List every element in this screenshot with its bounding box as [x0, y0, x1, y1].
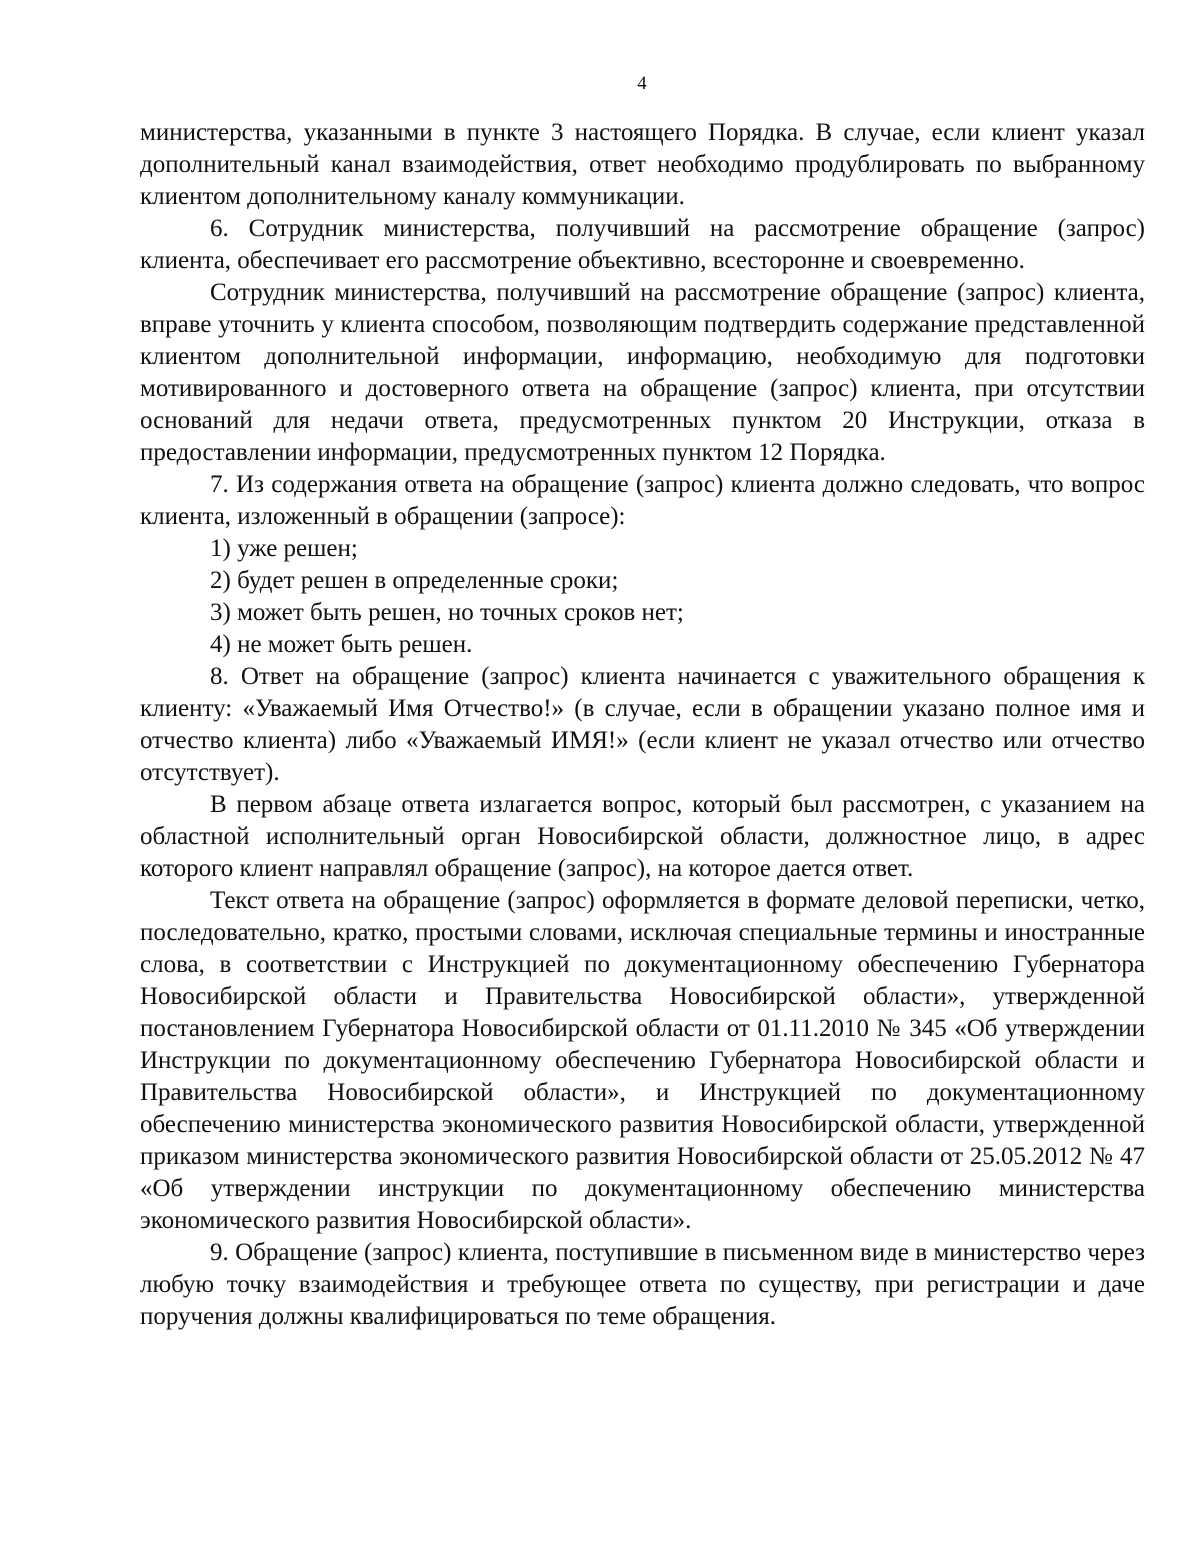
list-item-3: 3) может быть решен, но точных сроков нет;	[210, 599, 684, 626]
paragraph-response-format: Текст ответа на обращение (запрос) оформляется в формате деловой переписки, четко, последовательно, кратко, простыми словами, исключая специальные термины и иностранные слова, в соответствии с Инструкцией по документационному обеспечению Губернатора Новосибирской области и Правительства Новосибирской области», утвержденной постановлением Губернатора Новосибирской области от 01.11.2010 № 345 «Об утверждении Инструкции по документационному обеспечению Губернатора Новосибирской области и Правительства Новосибирской области», и Инструкцией по документационному обеспечению министерства экономического развития Новосибирской области, утвержденной приказом министерства экономического развития Новосибирской области от 25.05.2012 № 47 «Об утверждении инструкции по документационному обеспечению министерства экономического развития Новосибирской области».	[140, 887, 1145, 1234]
page-number: 4	[637, 73, 647, 94]
paragraph-item-6: 6. Сотрудник министерства, получивший на рассмотрение обращение (запрос) клиента, обеспечивает его рассмотрение объективно, всесторонне и своевременно.	[140, 215, 1145, 274]
document-body	[140, 117, 1145, 1333]
paragraph-item-7: 7. Из содержания ответа на обращение (запрос) клиента должно следовать, что вопрос клиента, изложенный в обращении (запросе):	[140, 471, 1145, 530]
paragraph-item-9: 9. Обращение (запрос) клиента, поступившие в письменном виде в министерство через любую точку взаимодействия и требующее ответа по существу, при регистрации и даче поручения должны квалифицироваться по теме обращения.	[140, 1239, 1145, 1330]
paragraph-clarification: Сотрудник министерства, получивший на рассмотрение обращение (запрос) клиента, вправе уточнить у клиента способом, позволяющим подтвердить содержание представленной клиентом дополнительной информации, информацию, необходимую для подготовки мотивированного и достоверного ответа на обращение (запрос) клиента, при отсутствии оснований для недачи ответа, предусмотренных пунктом 20 Инструкции, отказа в предоставлении информации, предусмотренных пунктом 12 Порядка.	[140, 279, 1145, 466]
paragraph-item-8: 8. Ответ на обращение (запрос) клиента начинается с уважительного обращения к клиенту: «Уважаемый Имя Отчество!» (в случае, если в обращении указано полное имя и отчество клиента) либо «Уважаемый ИМЯ!» (если клиент не указал отчество или отчество отсутствует).	[140, 663, 1145, 786]
paragraph-continuation: министерства, указанными в пункте 3 настоящего Порядка. В случае, если клиент указал дополнительный канал взаимодействия, ответ необходимо продублировать по выбранному клиентом дополнительному каналу коммуникации.	[140, 119, 1145, 210]
list-item-2: 2) будет решен в определенные сроки;	[210, 567, 619, 594]
paragraph-first-abstract: В первом абзаце ответа излагается вопрос, который был рассмотрен, с указанием на областной исполнительный орган Новосибирской области, должностное лицо, в адрес которого клиент направлял обращение (запрос), на которое дается ответ.	[140, 791, 1145, 882]
list-item-4: 4) не может быть решен.	[210, 631, 473, 658]
list-item-1: 1) уже решен;	[210, 535, 358, 562]
